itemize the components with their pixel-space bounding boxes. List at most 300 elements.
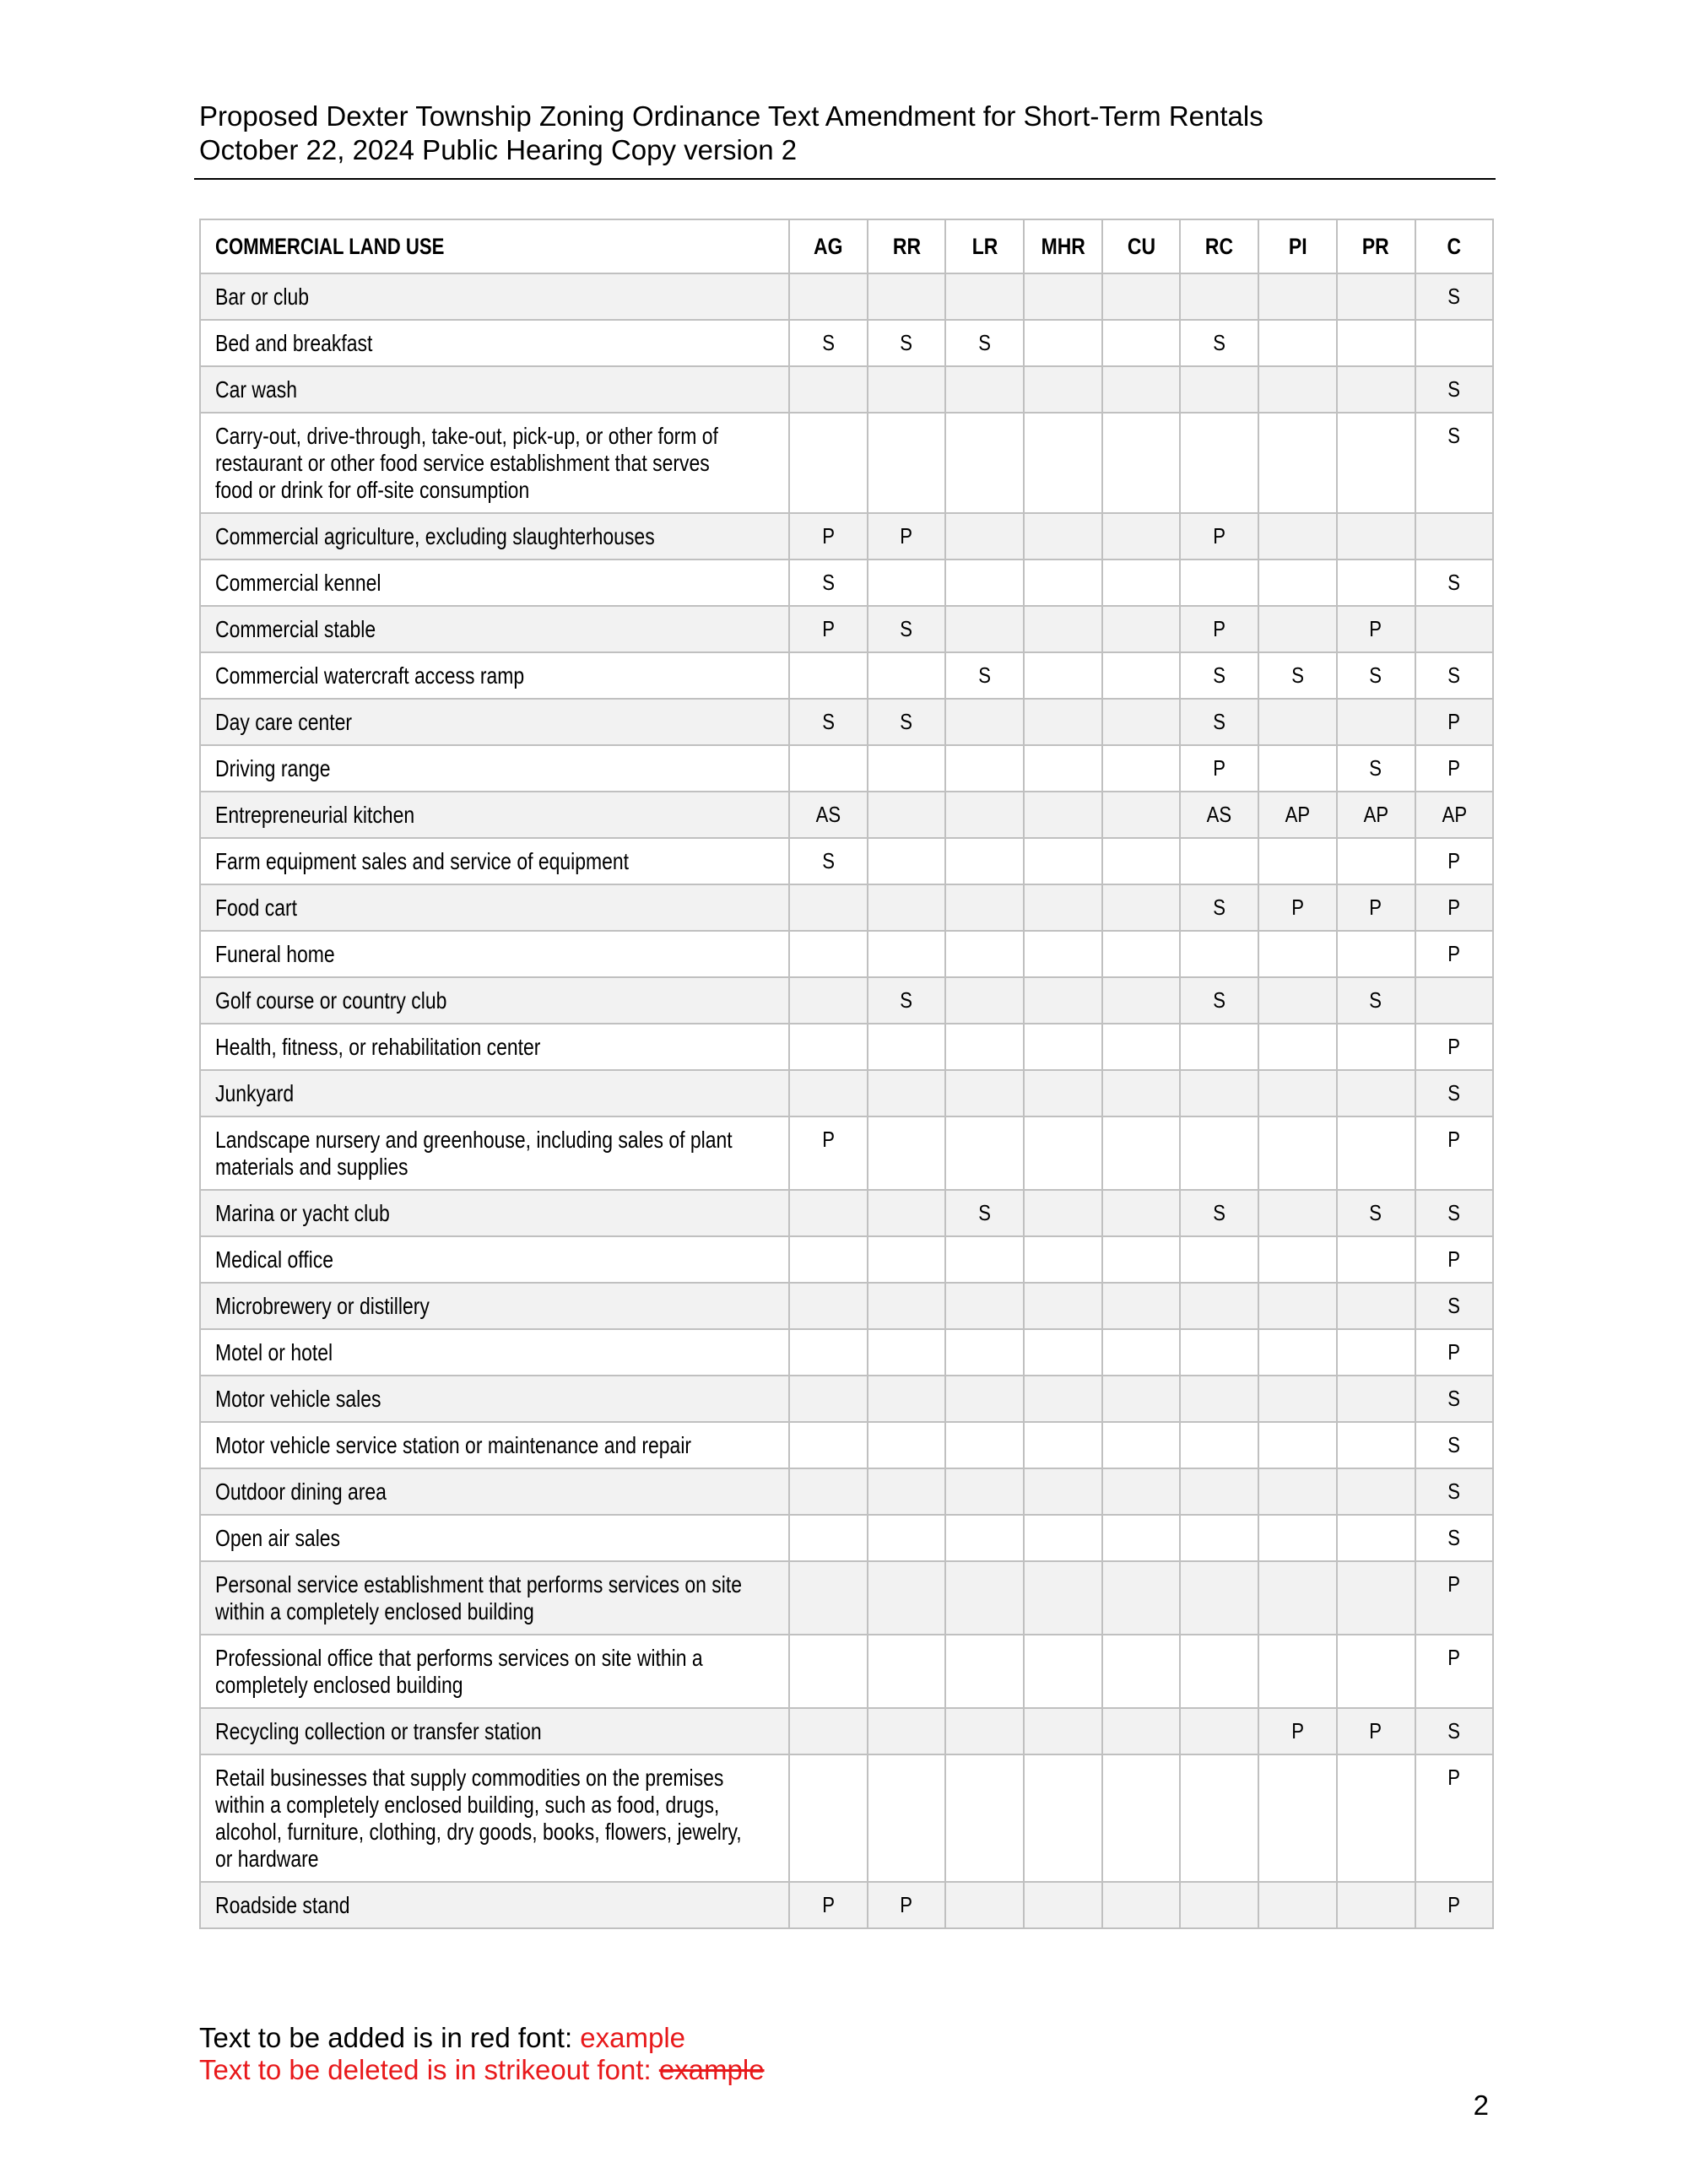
district-cell-rr [868, 652, 946, 699]
district-cell-mhr [1024, 320, 1102, 366]
table-row [200, 560, 1493, 606]
district-cell-mhr [1024, 884, 1102, 931]
legend [199, 2022, 1492, 2086]
district-cell-mhr [1024, 652, 1102, 699]
district-cell-cu [1102, 513, 1181, 560]
district-cell-ag [789, 1116, 868, 1190]
district-cell-mhr [1024, 931, 1102, 977]
district-cell-rc [1180, 1635, 1258, 1708]
document-subtitle: October 22, 2024 Public Hearing Copy version 2 [199, 134, 798, 165]
permission-code: S [1369, 987, 1382, 1013]
land-use-label: Marina or yacht club [215, 1200, 390, 1226]
permission-code: S [1213, 1200, 1226, 1225]
district-cell-rr [868, 792, 946, 838]
district-cell-mhr [1024, 1468, 1102, 1515]
district-cell-cu [1102, 560, 1181, 606]
district-cell-pi [1258, 1422, 1337, 1468]
district-cell-rc [1180, 320, 1258, 366]
district-cell-ag [789, 320, 868, 366]
district-cell-mhr [1024, 1561, 1102, 1635]
table-row [200, 931, 1493, 977]
table-row [200, 838, 1493, 884]
permission-code: S [1213, 987, 1226, 1013]
district-cell-mhr [1024, 838, 1102, 884]
district-cell-rc [1180, 838, 1258, 884]
land-use-cell [200, 1190, 789, 1236]
land-use-label: Landscape nursery and greenhouse, including sales of plant materials and supplies [215, 1127, 733, 1180]
permission-code: P [1213, 755, 1226, 781]
district-cell-pi [1258, 792, 1337, 838]
land-use-label: Bed and breakfast [215, 330, 373, 356]
district-cell-pi [1258, 838, 1337, 884]
land-use-cell [200, 1561, 789, 1635]
district-cell-rr [868, 1882, 946, 1928]
land-use-label: Food cart [215, 895, 297, 921]
permission-code: S [821, 570, 835, 595]
district-cell-pr [1337, 1882, 1415, 1928]
land-use-cell [200, 413, 789, 513]
table-row [200, 652, 1493, 699]
district-cell-pi [1258, 977, 1337, 1024]
permission-code: S [900, 330, 913, 355]
permission-code: P [1447, 941, 1461, 966]
column-header-label: AG [814, 234, 843, 259]
district-cell-cu [1102, 884, 1181, 931]
table-body [200, 273, 1493, 1928]
district-cell-pi [1258, 1468, 1337, 1515]
permission-code: P [1447, 1339, 1461, 1365]
district-cell-rc [1180, 1754, 1258, 1882]
district-cell-mhr [1024, 745, 1102, 792]
permission-code: AP [1285, 802, 1311, 827]
district-cell-mhr [1024, 1708, 1102, 1754]
district-cell-rr [868, 413, 946, 513]
district-cell-c [1415, 1116, 1494, 1190]
permission-code: P [1447, 755, 1461, 781]
permission-code: S [1447, 1525, 1461, 1550]
district-cell-rc [1180, 977, 1258, 1024]
district-cell-pr [1337, 1190, 1415, 1236]
legend-added-example: example [580, 2022, 686, 2053]
district-cell-c [1415, 513, 1494, 560]
district-cell-pi [1258, 560, 1337, 606]
district-cell-pr [1337, 1283, 1415, 1329]
district-cell-pr [1337, 1468, 1415, 1515]
district-cell-cu [1102, 1190, 1181, 1236]
district-cell-pr [1337, 1708, 1415, 1754]
legend-deleted-example: example [658, 2054, 765, 2085]
table-row [200, 1070, 1493, 1116]
land-use-label: Commercial agriculture, excluding slaughterhouses [215, 523, 655, 549]
district-cell-rr [868, 366, 946, 413]
district-cell-c [1415, 884, 1494, 931]
district-cell-lr [945, 745, 1024, 792]
district-cell-ag [789, 745, 868, 792]
district-cell-rr [868, 1236, 946, 1283]
column-header-rc [1180, 219, 1258, 273]
district-cell-mhr [1024, 792, 1102, 838]
district-cell-rc [1180, 1116, 1258, 1190]
column-header-label: CU [1127, 234, 1155, 259]
column-header-mhr [1024, 219, 1102, 273]
district-cell-lr [945, 838, 1024, 884]
district-cell-c [1415, 1882, 1494, 1928]
district-cell-lr [945, 792, 1024, 838]
district-cell-c [1415, 1515, 1494, 1561]
land-use-cell [200, 320, 789, 366]
permission-code: P [1213, 523, 1226, 549]
district-cell-rc [1180, 652, 1258, 699]
district-cell-rr [868, 1422, 946, 1468]
district-cell-c [1415, 273, 1494, 320]
district-cell-rr [868, 977, 946, 1024]
district-cell-mhr [1024, 1190, 1102, 1236]
land-use-cell [200, 1515, 789, 1561]
page-body [199, 219, 1492, 2122]
permission-code: S [821, 848, 835, 873]
land-use-label: Personal service establishment that performs services on site within a completely enclosed building [215, 1571, 743, 1624]
district-cell-rr [868, 1708, 946, 1754]
land-use-cell [200, 977, 789, 1024]
district-cell-rr [868, 1070, 946, 1116]
district-cell-mhr [1024, 977, 1102, 1024]
district-cell-pi [1258, 413, 1337, 513]
district-cell-c [1415, 320, 1494, 366]
district-cell-pr [1337, 513, 1415, 560]
land-use-cell [200, 1024, 789, 1070]
district-cell-lr [945, 1561, 1024, 1635]
district-cell-ag [789, 513, 868, 560]
district-cell-lr [945, 1070, 1024, 1116]
permission-code: S [1369, 755, 1382, 781]
land-use-label: Carry-out, drive-through, take-out, pick-up, or other form of restaurant or other food service establishment that serves food or drink for off-site consumption [215, 423, 718, 503]
column-header-c [1415, 219, 1494, 273]
district-cell-rc [1180, 1708, 1258, 1754]
land-use-label: Commercial watercraft access ramp [215, 662, 525, 689]
land-use-label: Funeral home [215, 941, 335, 967]
district-cell-pi [1258, 699, 1337, 745]
column-header-rr [868, 219, 946, 273]
district-cell-c [1415, 1635, 1494, 1708]
district-cell-c [1415, 413, 1494, 513]
district-cell-rc [1180, 1422, 1258, 1468]
district-cell-ag [789, 1283, 868, 1329]
district-cell-pi [1258, 1283, 1337, 1329]
district-cell-c [1415, 792, 1494, 838]
district-cell-rc [1180, 366, 1258, 413]
district-cell-ag [789, 1515, 868, 1561]
district-cell-ag [789, 792, 868, 838]
district-cell-rr [868, 1024, 946, 1070]
district-cell-rr [868, 1515, 946, 1561]
district-cell-pi [1258, 1329, 1337, 1376]
district-cell-rr [868, 1329, 946, 1376]
district-cell-ag [789, 1070, 868, 1116]
district-cell-mhr [1024, 1024, 1102, 1070]
land-use-label: Outdoor dining area [215, 1479, 387, 1505]
permission-code: S [1447, 1386, 1461, 1411]
district-cell-ag [789, 1422, 868, 1468]
land-use-label: Entrepreneurial kitchen [215, 802, 415, 828]
permission-code: P [900, 523, 913, 549]
land-use-label: Golf course or country club [215, 987, 447, 1014]
table-row [200, 1515, 1493, 1561]
district-cell-pi [1258, 1024, 1337, 1070]
permission-code: P [1447, 709, 1461, 734]
column-header-label: LR [971, 234, 998, 259]
district-cell-pr [1337, 745, 1415, 792]
district-cell-c [1415, 1708, 1494, 1754]
land-use-cell [200, 1329, 789, 1376]
land-use-label: Roadside stand [215, 1892, 350, 1918]
permission-code: S [1213, 709, 1226, 734]
district-cell-c [1415, 1283, 1494, 1329]
land-use-label: Recycling collection or transfer station [215, 1718, 542, 1744]
district-cell-pi [1258, 1561, 1337, 1635]
district-cell-c [1415, 1190, 1494, 1236]
legend-deleted-label: Text to be deleted is in strikeout font: [199, 2054, 659, 2085]
district-cell-rr [868, 1376, 946, 1422]
legend-deleted [199, 2054, 1492, 2086]
permission-code: P [1447, 1765, 1461, 1790]
permission-code: S [1447, 662, 1461, 688]
land-use-cell [200, 1708, 789, 1754]
district-cell-cu [1102, 1468, 1181, 1515]
permission-code: P [1447, 895, 1461, 920]
district-cell-cu [1102, 1708, 1181, 1754]
land-use-cell [200, 1283, 789, 1329]
land-use-cell [200, 513, 789, 560]
district-cell-rc [1180, 1236, 1258, 1283]
district-cell-pr [1337, 606, 1415, 652]
district-cell-lr [945, 366, 1024, 413]
district-cell-lr [945, 606, 1024, 652]
district-cell-rr [868, 1635, 946, 1708]
land-use-label: Commercial stable [215, 616, 376, 642]
district-cell-c [1415, 838, 1494, 884]
district-cell-mhr [1024, 1070, 1102, 1116]
district-cell-pr [1337, 1422, 1415, 1468]
district-cell-pi [1258, 1376, 1337, 1422]
land-use-label: Motor vehicle service station or maintenance and repair [215, 1432, 692, 1458]
table-row [200, 884, 1493, 931]
table-row [200, 1708, 1493, 1754]
district-cell-cu [1102, 792, 1181, 838]
table-row [200, 1329, 1493, 1376]
legend-added [199, 2022, 1492, 2054]
column-header-label: RR [892, 234, 921, 259]
district-cell-pr [1337, 366, 1415, 413]
permission-code: S [978, 1200, 992, 1225]
column-header-label: COMMERCIAL LAND USE [215, 234, 445, 259]
district-cell-lr [945, 1024, 1024, 1070]
district-cell-rr [868, 513, 946, 560]
district-cell-pi [1258, 745, 1337, 792]
district-cell-rr [868, 1283, 946, 1329]
district-cell-pr [1337, 560, 1415, 606]
table-row [200, 1283, 1493, 1329]
district-cell-ag [789, 366, 868, 413]
district-cell-mhr [1024, 560, 1102, 606]
table-row [200, 366, 1493, 413]
land-use-cell [200, 745, 789, 792]
permission-code: S [1447, 423, 1461, 448]
district-cell-pi [1258, 273, 1337, 320]
district-cell-rc [1180, 606, 1258, 652]
district-cell-pr [1337, 273, 1415, 320]
district-cell-mhr [1024, 1329, 1102, 1376]
district-cell-ag [789, 413, 868, 513]
district-cell-rc [1180, 273, 1258, 320]
table-row [200, 977, 1493, 1024]
district-cell-rr [868, 699, 946, 745]
permission-code: P [821, 523, 835, 549]
land-use-cell [200, 699, 789, 745]
district-cell-cu [1102, 1422, 1181, 1468]
land-use-cell [200, 1754, 789, 1882]
district-cell-pi [1258, 606, 1337, 652]
district-cell-lr [945, 931, 1024, 977]
district-cell-lr [945, 1236, 1024, 1283]
district-cell-pi [1258, 884, 1337, 931]
district-cell-rr [868, 320, 946, 366]
district-cell-ag [789, 884, 868, 931]
permission-code: P [821, 1892, 835, 1917]
permission-code: AP [1363, 802, 1388, 827]
district-cell-ag [789, 1024, 868, 1070]
land-use-cell [200, 1116, 789, 1190]
district-cell-cu [1102, 366, 1181, 413]
district-cell-rc [1180, 792, 1258, 838]
district-cell-c [1415, 1236, 1494, 1283]
district-cell-cu [1102, 745, 1181, 792]
land-use-label: Farm equipment sales and service of equipment [215, 848, 630, 874]
district-cell-lr [945, 413, 1024, 513]
district-cell-rc [1180, 1515, 1258, 1561]
district-cell-pi [1258, 513, 1337, 560]
district-cell-rr [868, 1468, 946, 1515]
district-cell-rc [1180, 1882, 1258, 1928]
permission-code: P [821, 1127, 835, 1152]
land-use-cell [200, 838, 789, 884]
permission-code: AS [1207, 802, 1232, 827]
district-cell-cu [1102, 1515, 1181, 1561]
district-cell-c [1415, 1024, 1494, 1070]
district-cell-cu [1102, 931, 1181, 977]
land-use-label: Junkyard [215, 1080, 295, 1106]
column-header-label: PI [1288, 234, 1307, 259]
district-cell-rc [1180, 413, 1258, 513]
district-cell-pi [1258, 1515, 1337, 1561]
district-cell-lr [945, 1754, 1024, 1882]
table-header-row [200, 219, 1493, 273]
district-cell-rc [1180, 884, 1258, 931]
table-row [200, 1190, 1493, 1236]
permission-code: S [1447, 1479, 1461, 1504]
district-cell-lr [945, 1708, 1024, 1754]
district-cell-rc [1180, 513, 1258, 560]
district-cell-pr [1337, 884, 1415, 931]
district-cell-ag [789, 699, 868, 745]
land-use-cell [200, 931, 789, 977]
permission-code: P [1291, 895, 1304, 920]
district-cell-pr [1337, 977, 1415, 1024]
land-use-label: Retail businesses that supply commodities on the premises within a completely enclosed building, such as food, drugs, alcohol, furniture, clothing, dry goods, books, flowers, jewelry, or hardware [215, 1765, 742, 1872]
land-use-cell [200, 652, 789, 699]
permission-code: P [1447, 1892, 1461, 1917]
district-cell-c [1415, 1468, 1494, 1515]
district-cell-ag [789, 273, 868, 320]
district-cell-cu [1102, 1882, 1181, 1928]
district-cell-pi [1258, 1190, 1337, 1236]
land-use-cell [200, 1376, 789, 1422]
district-cell-pi [1258, 1236, 1337, 1283]
district-cell-cu [1102, 1070, 1181, 1116]
district-cell-cu [1102, 413, 1181, 513]
district-cell-pi [1258, 652, 1337, 699]
table-row [200, 1561, 1493, 1635]
permission-code: P [1291, 1718, 1304, 1743]
district-cell-pi [1258, 1754, 1337, 1882]
district-cell-rr [868, 560, 946, 606]
land-use-table [199, 219, 1494, 1929]
district-cell-c [1415, 366, 1494, 413]
permission-code: P [1447, 848, 1461, 873]
district-cell-pr [1337, 1116, 1415, 1190]
district-cell-ag [789, 1754, 868, 1882]
district-cell-rr [868, 884, 946, 931]
land-use-label: Driving range [215, 755, 331, 781]
district-cell-pi [1258, 1882, 1337, 1928]
permission-code: P [1369, 895, 1382, 920]
district-cell-mhr [1024, 1515, 1102, 1561]
land-use-cell [200, 366, 789, 413]
district-cell-ag [789, 1329, 868, 1376]
district-cell-ag [789, 1376, 868, 1422]
district-cell-rc [1180, 1070, 1258, 1116]
district-cell-pr [1337, 320, 1415, 366]
district-cell-c [1415, 977, 1494, 1024]
permission-code: S [821, 330, 835, 355]
table-row [200, 1236, 1493, 1283]
district-cell-ag [789, 1236, 868, 1283]
land-use-cell [200, 560, 789, 606]
district-cell-lr [945, 1468, 1024, 1515]
district-cell-cu [1102, 1754, 1181, 1882]
permission-code: P [1369, 616, 1382, 641]
district-cell-rc [1180, 1024, 1258, 1070]
district-cell-mhr [1024, 273, 1102, 320]
permission-code: S [1447, 1080, 1461, 1106]
district-cell-pr [1337, 1236, 1415, 1283]
land-use-label: Health, fitness, or rehabilitation center [215, 1034, 541, 1060]
district-cell-pr [1337, 838, 1415, 884]
table-row [200, 1422, 1493, 1468]
district-cell-lr [945, 513, 1024, 560]
column-header-label: MHR [1041, 234, 1085, 259]
district-cell-lr [945, 1329, 1024, 1376]
permission-code: S [978, 662, 992, 688]
column-header-label: RC [1205, 234, 1234, 259]
document-header [199, 100, 1496, 167]
district-cell-c [1415, 1561, 1494, 1635]
permission-code: P [1447, 1571, 1461, 1597]
permission-code: S [1369, 662, 1382, 688]
permission-code: P [1447, 1034, 1461, 1059]
district-cell-lr [945, 273, 1024, 320]
district-cell-pi [1258, 1116, 1337, 1190]
district-cell-lr [945, 1283, 1024, 1329]
